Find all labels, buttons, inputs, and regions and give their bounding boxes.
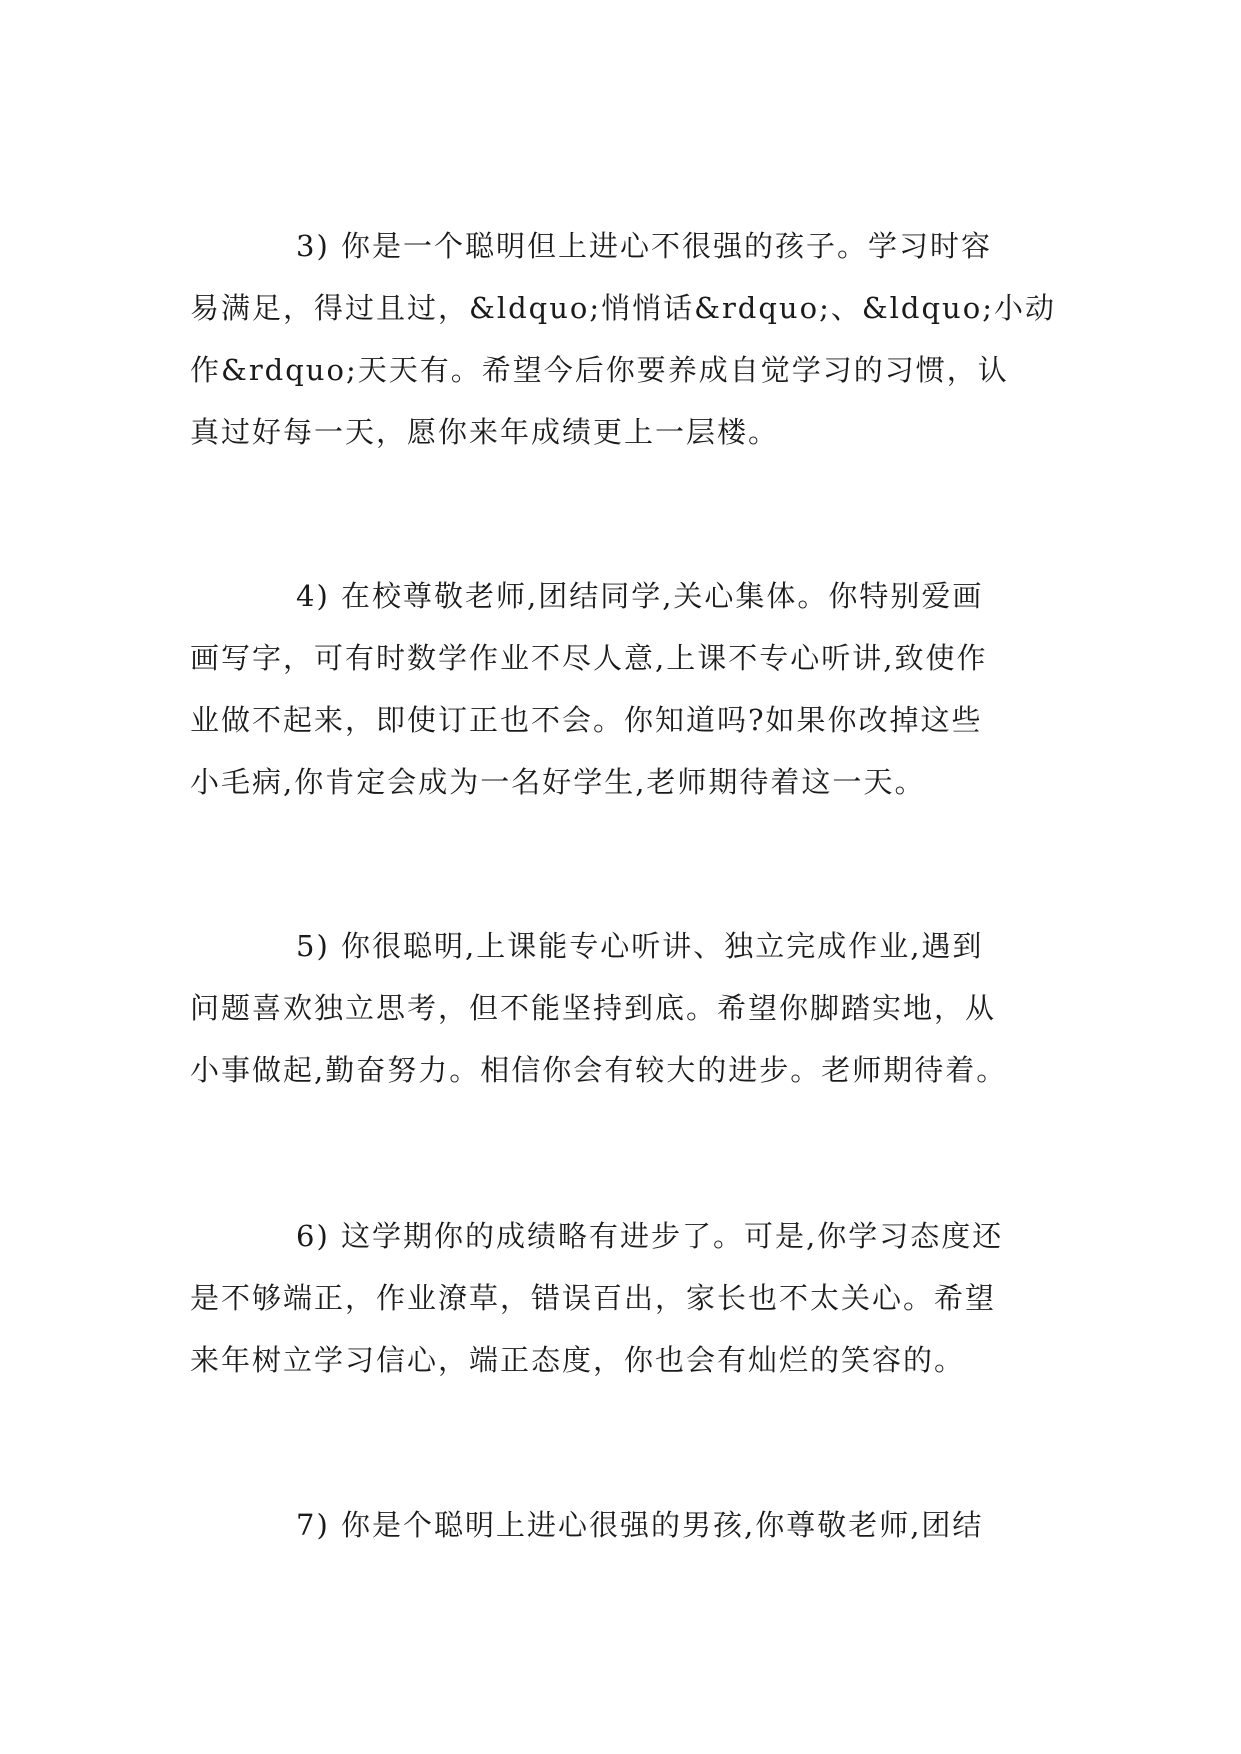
comment-paragraph-7: [190, 1494, 1070, 1556]
paragraph-line: 4) 在校尊敬老师,团结同学,关心集体。你特别爱画: [296, 579, 984, 613]
paragraph-line: 3) 你是一个聪明但上进心不很强的孩子。学习时容: [296, 229, 992, 263]
paragraph-line: 是不够端正，作业潦草，错误百出，家长也不太关心。希望: [190, 1281, 997, 1315]
paragraph-line: 6) 这学期你的成绩略有进步了。可是,你学习态度还: [296, 1219, 1004, 1253]
paragraph-line: 小毛病,你肯定会成为一名好学生,老师期待着这一天。: [190, 765, 926, 799]
paragraph-line: 真过好每一天，愿你来年成绩更上一层楼。: [190, 415, 780, 449]
comment-paragraph-5: [190, 915, 1070, 1101]
paragraph-line: 易满足，得过且过，&ldquo;悄悄话&rdquo;、&ldquo;小动: [190, 291, 1056, 325]
paragraph-line: 画写字，可有时数学作业不尽人意,上课不专心听讲,致使作: [190, 641, 988, 675]
comment-paragraph-4: [190, 565, 1070, 813]
paragraph-line: 问题喜欢独立思考，但不能坚持到底。希望你脚踏实地，从: [190, 991, 997, 1025]
paragraph-line: 作&rdquo;天天有。希望今后你要养成自觉学习的习惯，认: [190, 353, 1009, 387]
comment-paragraph-6: [190, 1205, 1070, 1391]
paragraph-line: 5) 你很聪明,上课能专心听讲、独立完成作业,遇到: [296, 929, 984, 963]
paragraph-line: 来年树立学习信心，端正态度，你也会有灿烂的笑容的。: [190, 1343, 966, 1377]
paragraph-line: 小事做起,勤奋努力。相信你会有较大的进步。老师期待着。: [190, 1053, 1008, 1087]
comment-paragraph-3: [190, 215, 1070, 463]
paragraph-line: 7) 你是个聪明上进心很强的男孩,你尊敬老师,团结: [296, 1508, 984, 1542]
paragraph-line: 业做不起来，即使订正也不会。你知道吗?如果你改掉这些: [190, 703, 983, 737]
